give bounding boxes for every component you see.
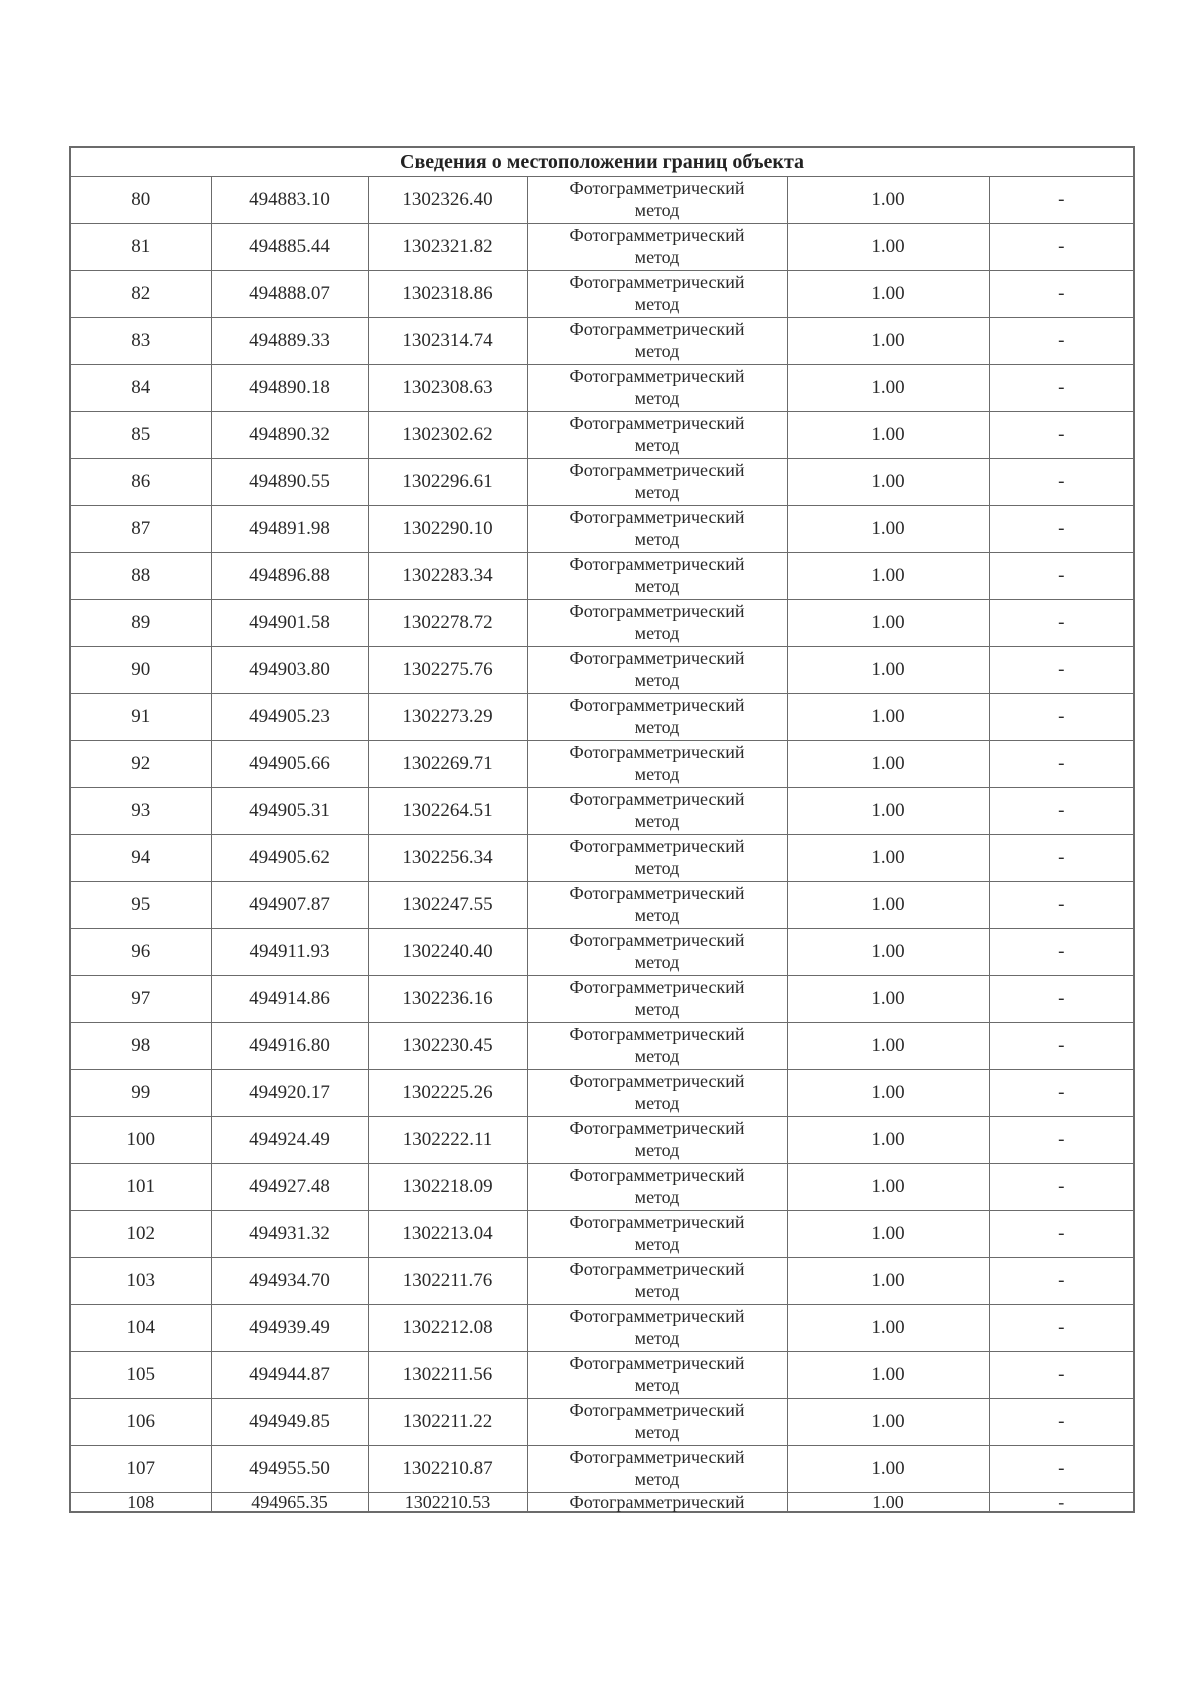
point-number-cell: 100: [70, 1117, 211, 1164]
note-cell: -: [989, 177, 1134, 224]
x-coordinate-cell: 494931.32: [211, 1211, 368, 1258]
method-cell: [527, 600, 787, 647]
accuracy-cell: 1.00: [787, 600, 989, 647]
x-coordinate-cell: 494889.33: [211, 318, 368, 365]
method-label-line1: Фотограмметрический: [569, 977, 745, 998]
method-label-line2: метод: [634, 200, 680, 220]
method-label-line2: метод: [634, 435, 680, 455]
note-cell: -: [989, 1258, 1134, 1305]
method-label-line1: Фотограмметрический: [569, 507, 745, 528]
method-label-line1: Фотограмметрический: [569, 883, 745, 904]
table-row: [70, 1164, 1134, 1211]
table-row: [70, 412, 1134, 459]
table-row: [70, 976, 1134, 1023]
point-number-cell: 84: [70, 365, 211, 412]
x-coordinate-cell: 494905.31: [211, 788, 368, 835]
point-number-cell: 98: [70, 1023, 211, 1070]
x-coordinate-cell: 494903.80: [211, 647, 368, 694]
x-coordinate-cell: 494924.49: [211, 1117, 368, 1164]
table-row: [70, 1493, 1134, 1513]
point-number-cell: 93: [70, 788, 211, 835]
y-coordinate-cell: 1302240.40: [368, 929, 527, 976]
x-coordinate-cell: 494920.17: [211, 1070, 368, 1117]
accuracy-cell: 1.00: [787, 882, 989, 929]
accuracy-cell: 1.00: [787, 412, 989, 459]
method-cell: [527, 318, 787, 365]
table-row: [70, 1117, 1134, 1164]
point-number-cell: 87: [70, 506, 211, 553]
method-label-line1: Фотограмметрический: [569, 1353, 745, 1374]
y-coordinate-cell: 1302278.72: [368, 600, 527, 647]
method-cell: [527, 647, 787, 694]
note-cell: -: [989, 318, 1134, 365]
method-label-line1: Фотограмметрический: [569, 319, 745, 340]
method-label-line1: Фотограмметрический: [569, 1118, 745, 1139]
method-label-line1: Фотограмметрический: [569, 1400, 745, 1421]
accuracy-cell: 1.00: [787, 365, 989, 412]
method-label-line2: метод: [634, 1328, 680, 1348]
table-row: [70, 459, 1134, 506]
method-cell: [527, 929, 787, 976]
method-label-line2: метод: [634, 1187, 680, 1207]
method-label-line1: Фотограмметрический: [569, 1447, 745, 1468]
note-cell: -: [989, 271, 1134, 318]
note-cell: -: [989, 647, 1134, 694]
point-number-cell: 106: [70, 1399, 211, 1446]
x-coordinate-cell: 494890.32: [211, 412, 368, 459]
method-label-line2: метод: [634, 952, 680, 972]
x-coordinate-cell: 494890.18: [211, 365, 368, 412]
note-cell: -: [989, 976, 1134, 1023]
x-coordinate-cell: 494949.85: [211, 1399, 368, 1446]
table-row: [70, 553, 1134, 600]
method-label-line1: Фотограмметрический: [569, 601, 745, 622]
method-label-line2: метод: [634, 1046, 680, 1066]
method-cell: [527, 1023, 787, 1070]
accuracy-cell: 1.00: [787, 1399, 989, 1446]
y-coordinate-cell: 1302273.29: [368, 694, 527, 741]
x-coordinate-cell: 494911.93: [211, 929, 368, 976]
method-cell: [527, 1446, 787, 1493]
y-coordinate-cell: 1302275.76: [368, 647, 527, 694]
method-label-line2: метод: [634, 1469, 680, 1489]
y-coordinate-cell: 1302211.76: [368, 1258, 527, 1305]
note-cell: -: [989, 1446, 1134, 1493]
method-label-line2: метод: [634, 764, 680, 784]
y-coordinate-cell: 1302210.87: [368, 1446, 527, 1493]
point-number-cell: 85: [70, 412, 211, 459]
method-label-line1: Фотограмметрический: [569, 1024, 745, 1045]
point-number-cell: 108: [70, 1493, 211, 1513]
x-coordinate-cell: 494927.48: [211, 1164, 368, 1211]
x-coordinate-cell: 494891.98: [211, 506, 368, 553]
method-label-line1: Фотограмметрический: [569, 695, 745, 716]
y-coordinate-cell: 1302296.61: [368, 459, 527, 506]
method-label-line2: метод: [634, 858, 680, 878]
method-cell: [527, 788, 787, 835]
method-label-line1: Фотограмметрический: [569, 1071, 745, 1092]
accuracy-cell: 1.00: [787, 318, 989, 365]
method-cell: [527, 459, 787, 506]
point-number-cell: 99: [70, 1070, 211, 1117]
y-coordinate-cell: 1302225.26: [368, 1070, 527, 1117]
method-cell: [527, 553, 787, 600]
note-cell: -: [989, 694, 1134, 741]
method-label-line1: Фотограмметрический: [569, 1259, 745, 1280]
accuracy-cell: 1.00: [787, 553, 989, 600]
table-row: [70, 741, 1134, 788]
point-number-cell: 103: [70, 1258, 211, 1305]
point-number-cell: 81: [70, 224, 211, 271]
point-number-cell: 107: [70, 1446, 211, 1493]
method-label-line2: метод: [634, 482, 680, 502]
y-coordinate-cell: 1302308.63: [368, 365, 527, 412]
accuracy-cell: 1.00: [787, 1211, 989, 1258]
table-row: [70, 647, 1134, 694]
accuracy-cell: 1.00: [787, 694, 989, 741]
method-cell: [527, 835, 787, 882]
table-row: [70, 600, 1134, 647]
x-coordinate-cell: 494890.55: [211, 459, 368, 506]
note-cell: -: [989, 1070, 1134, 1117]
method-label-line1: Фотограмметрический: [569, 1212, 745, 1233]
table-row: [70, 788, 1134, 835]
x-coordinate-cell: 494955.50: [211, 1446, 368, 1493]
note-cell: -: [989, 459, 1134, 506]
method-cell: [527, 1258, 787, 1305]
y-coordinate-cell: 1302269.71: [368, 741, 527, 788]
method-label-line2: метод: [634, 341, 680, 361]
method-label-line2: метод: [634, 623, 680, 643]
point-number-cell: 101: [70, 1164, 211, 1211]
accuracy-cell: 1.00: [787, 271, 989, 318]
table-row: [70, 1023, 1134, 1070]
table-row: [70, 506, 1134, 553]
method-cell: [527, 177, 787, 224]
x-coordinate-cell: 494896.88: [211, 553, 368, 600]
note-cell: -: [989, 224, 1134, 271]
y-coordinate-cell: 1302213.04: [368, 1211, 527, 1258]
x-coordinate-cell: 494965.35: [211, 1493, 368, 1513]
point-number-cell: 92: [70, 741, 211, 788]
table-row: [70, 224, 1134, 271]
note-cell: -: [989, 506, 1134, 553]
accuracy-cell: 1.00: [787, 1446, 989, 1493]
method-cell: [527, 506, 787, 553]
table-row: [70, 365, 1134, 412]
accuracy-cell: 1.00: [787, 1164, 989, 1211]
table-row: [70, 1211, 1134, 1258]
note-cell: -: [989, 1399, 1134, 1446]
note-cell: -: [989, 1493, 1134, 1513]
method-cell: [527, 224, 787, 271]
method-label-line2: метод: [634, 529, 680, 549]
method-cell: [527, 1399, 787, 1446]
note-cell: -: [989, 1117, 1134, 1164]
point-number-cell: 95: [70, 882, 211, 929]
table-title: Сведения о местоположении границ объекта: [70, 147, 1134, 177]
x-coordinate-cell: 494907.87: [211, 882, 368, 929]
method-label-line1: Фотограмметрический: [569, 413, 745, 434]
method-cell: [527, 1493, 787, 1513]
note-cell: -: [989, 1352, 1134, 1399]
accuracy-cell: 1.00: [787, 788, 989, 835]
method-label-line2: метод: [634, 247, 680, 267]
note-cell: -: [989, 1211, 1134, 1258]
x-coordinate-cell: 494905.62: [211, 835, 368, 882]
method-label-line2: метод: [634, 905, 680, 925]
point-number-cell: 90: [70, 647, 211, 694]
method-label-line2: метод: [634, 576, 680, 596]
point-number-cell: 105: [70, 1352, 211, 1399]
method-label-line1: Фотограмметрический: [569, 742, 745, 763]
accuracy-cell: 1.00: [787, 976, 989, 1023]
method-label-line1: Фотограмметрический: [569, 272, 745, 293]
method-cell: [527, 412, 787, 459]
point-number-cell: 80: [70, 177, 211, 224]
table-row: [70, 177, 1134, 224]
table-row: [70, 1305, 1134, 1352]
table-row: [70, 835, 1134, 882]
method-label-line2: метод: [634, 811, 680, 831]
y-coordinate-cell: 1302230.45: [368, 1023, 527, 1070]
accuracy-cell: 1.00: [787, 1023, 989, 1070]
point-number-cell: 94: [70, 835, 211, 882]
note-cell: -: [989, 1305, 1134, 1352]
accuracy-cell: 1.00: [787, 1117, 989, 1164]
note-cell: -: [989, 835, 1134, 882]
point-number-cell: 88: [70, 553, 211, 600]
x-coordinate-cell: 494916.80: [211, 1023, 368, 1070]
method-label-line2: метод: [634, 717, 680, 737]
y-coordinate-cell: 1302218.09: [368, 1164, 527, 1211]
y-coordinate-cell: 1302247.55: [368, 882, 527, 929]
x-coordinate-cell: 494939.49: [211, 1305, 368, 1352]
method-cell: [527, 976, 787, 1023]
point-number-cell: 91: [70, 694, 211, 741]
method-label-line1: Фотограмметрический: [569, 1492, 745, 1512]
method-label-line1: Фотограмметрический: [569, 554, 745, 575]
x-coordinate-cell: 494914.86: [211, 976, 368, 1023]
point-number-cell: 86: [70, 459, 211, 506]
point-number-cell: 82: [70, 271, 211, 318]
method-cell: [527, 1070, 787, 1117]
method-label-line1: Фотограмметрический: [569, 930, 745, 951]
method-label-line1: Фотограмметрический: [569, 1306, 745, 1327]
table-row: [70, 882, 1134, 929]
accuracy-cell: 1.00: [787, 1258, 989, 1305]
method-label-line1: Фотограмметрический: [569, 648, 745, 669]
table-row: [70, 318, 1134, 365]
accuracy-cell: 1.00: [787, 1070, 989, 1117]
y-coordinate-cell: 1302264.51: [368, 788, 527, 835]
point-number-cell: 89: [70, 600, 211, 647]
table-row: [70, 929, 1134, 976]
method-label-line1: Фотограмметрический: [569, 789, 745, 810]
method-cell: [527, 1211, 787, 1258]
accuracy-cell: 1.00: [787, 177, 989, 224]
method-label-line1: Фотограмметрический: [569, 460, 745, 481]
accuracy-cell: 1.00: [787, 1493, 989, 1513]
note-cell: -: [989, 600, 1134, 647]
table-row: [70, 694, 1134, 741]
method-cell: [527, 1117, 787, 1164]
y-coordinate-cell: 1302256.34: [368, 835, 527, 882]
y-coordinate-cell: 1302222.11: [368, 1117, 527, 1164]
method-cell: [527, 271, 787, 318]
y-coordinate-cell: 1302211.56: [368, 1352, 527, 1399]
accuracy-cell: 1.00: [787, 929, 989, 976]
method-label-line1: Фотограмметрический: [569, 836, 745, 857]
y-coordinate-cell: 1302283.34: [368, 553, 527, 600]
method-cell: [527, 882, 787, 929]
note-cell: -: [989, 412, 1134, 459]
y-coordinate-cell: 1302318.86: [368, 271, 527, 318]
method-cell: [527, 365, 787, 412]
note-cell: -: [989, 1023, 1134, 1070]
x-coordinate-cell: 494883.10: [211, 177, 368, 224]
x-coordinate-cell: 494901.58: [211, 600, 368, 647]
note-cell: -: [989, 929, 1134, 976]
note-cell: -: [989, 788, 1134, 835]
boundary-coordinates-table: [69, 146, 1135, 1513]
table-row: [70, 1258, 1134, 1305]
note-cell: -: [989, 1164, 1134, 1211]
method-cell: [527, 1352, 787, 1399]
point-number-cell: 83: [70, 318, 211, 365]
accuracy-cell: 1.00: [787, 224, 989, 271]
y-coordinate-cell: 1302326.40: [368, 177, 527, 224]
accuracy-cell: 1.00: [787, 1352, 989, 1399]
method-cell: [527, 1305, 787, 1352]
y-coordinate-cell: 1302321.82: [368, 224, 527, 271]
accuracy-cell: 1.00: [787, 506, 989, 553]
method-label-line2: метод: [634, 670, 680, 690]
method-label-line2: метод: [634, 1375, 680, 1395]
note-cell: -: [989, 365, 1134, 412]
accuracy-cell: 1.00: [787, 835, 989, 882]
method-label-line2: метод: [634, 1281, 680, 1301]
note-cell: -: [989, 741, 1134, 788]
x-coordinate-cell: 494905.66: [211, 741, 368, 788]
accuracy-cell: 1.00: [787, 741, 989, 788]
method-label-line2: метод: [634, 1093, 680, 1113]
y-coordinate-cell: 1302314.74: [368, 318, 527, 365]
accuracy-cell: 1.00: [787, 1305, 989, 1352]
method-cell: [527, 694, 787, 741]
method-label-line2: метод: [634, 1140, 680, 1160]
table-title-row: [70, 147, 1134, 177]
x-coordinate-cell: 494944.87: [211, 1352, 368, 1399]
note-cell: -: [989, 553, 1134, 600]
method-label-line2: метод: [634, 1422, 680, 1442]
x-coordinate-cell: 494934.70: [211, 1258, 368, 1305]
method-label-line2: метод: [634, 388, 680, 408]
y-coordinate-cell: 1302236.16: [368, 976, 527, 1023]
method-label-line2: метод: [634, 294, 680, 314]
point-number-cell: 104: [70, 1305, 211, 1352]
accuracy-cell: 1.00: [787, 459, 989, 506]
note-cell: -: [989, 882, 1134, 929]
y-coordinate-cell: 1302302.62: [368, 412, 527, 459]
y-coordinate-cell: 1302290.10: [368, 506, 527, 553]
y-coordinate-cell: 1302211.22: [368, 1399, 527, 1446]
table-row: [70, 1352, 1134, 1399]
y-coordinate-cell: 1302212.08: [368, 1305, 527, 1352]
method-label-line1: Фотограмметрический: [569, 225, 745, 246]
x-coordinate-cell: 494888.07: [211, 271, 368, 318]
accuracy-cell: 1.00: [787, 647, 989, 694]
method-cell: [527, 1164, 787, 1211]
method-label-line1: Фотограмметрический: [569, 1165, 745, 1186]
x-coordinate-cell: 494905.23: [211, 694, 368, 741]
table-body: [70, 177, 1134, 1513]
table-row: [70, 1446, 1134, 1493]
table-row: [70, 1070, 1134, 1117]
point-number-cell: 96: [70, 929, 211, 976]
method-cell: [527, 741, 787, 788]
table-row: [70, 271, 1134, 318]
method-label-line1: Фотограмметрический: [569, 178, 745, 199]
x-coordinate-cell: 494885.44: [211, 224, 368, 271]
y-coordinate-cell: 1302210.53: [368, 1493, 527, 1513]
table-row: [70, 1399, 1134, 1446]
point-number-cell: 102: [70, 1211, 211, 1258]
method-label-line2: метод: [634, 1234, 680, 1254]
method-label-line2: метод: [634, 999, 680, 1019]
point-number-cell: 97: [70, 976, 211, 1023]
method-label-line1: Фотограмметрический: [569, 366, 745, 387]
